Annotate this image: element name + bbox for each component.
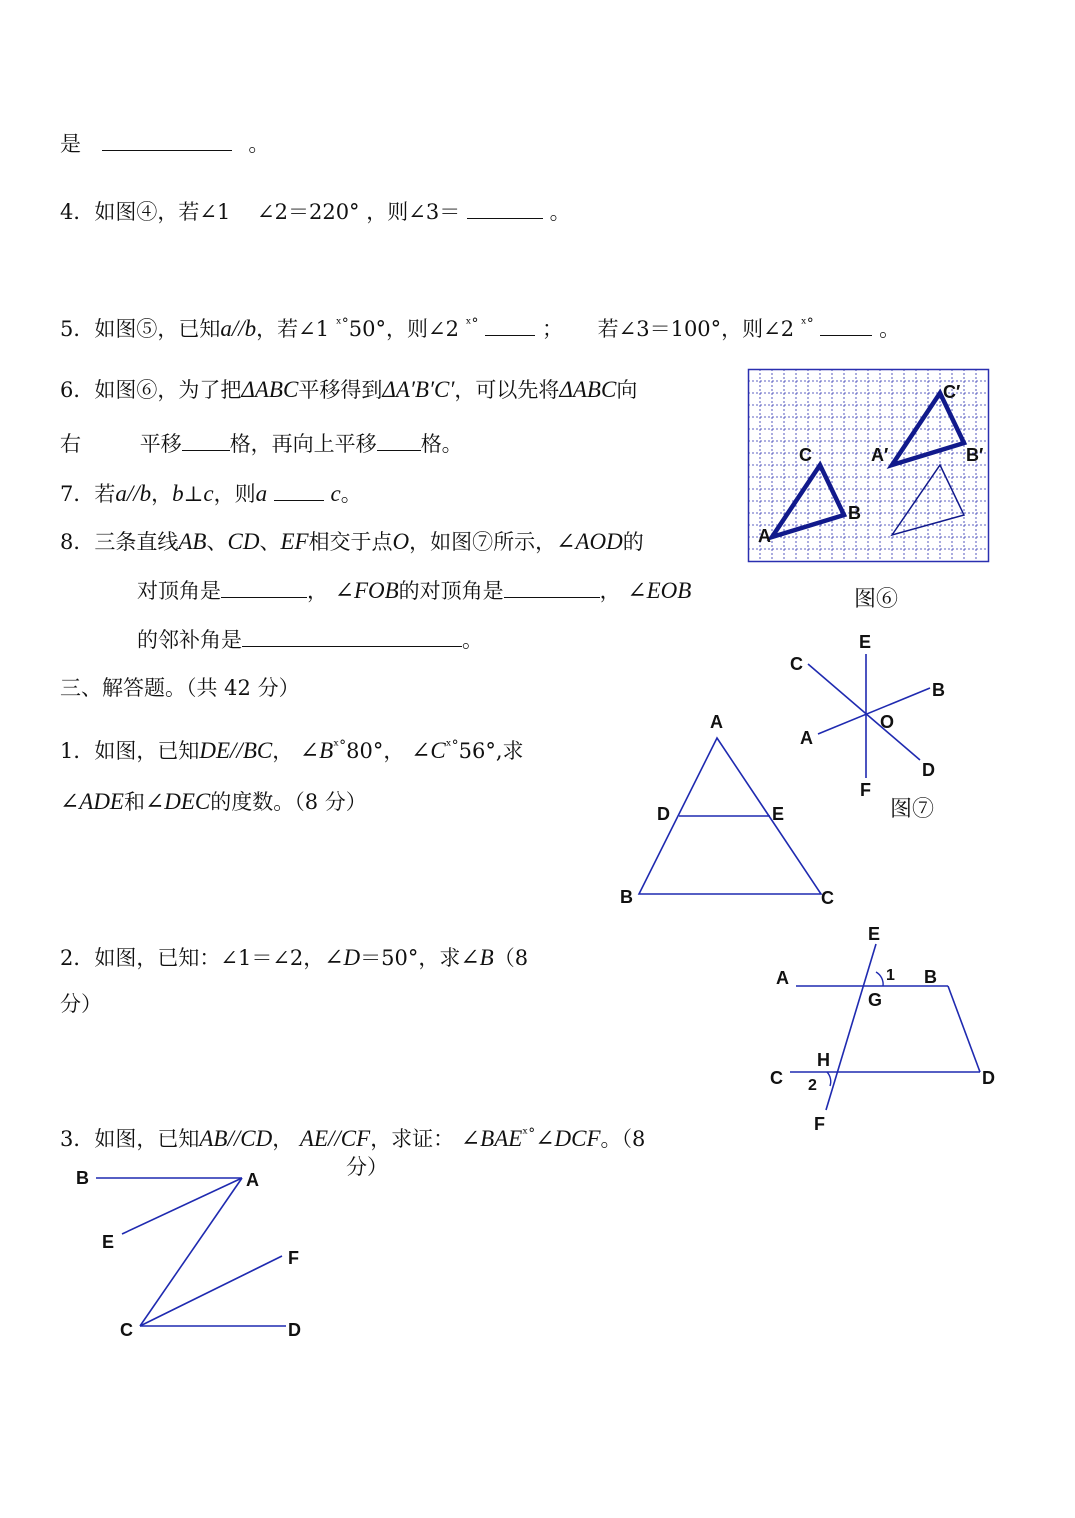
label-A: A	[800, 728, 813, 748]
problem-2: 2．如图，已知：∠1＝∠2，∠D＝50°，求∠B（8	[60, 945, 529, 970]
label-D: D	[922, 760, 935, 780]
label-C: C	[120, 1320, 133, 1340]
label-H: H	[817, 1050, 830, 1070]
problem-1-line-2: ∠ADE和∠DEC的度数。（8 分）	[60, 789, 367, 814]
label-F: F	[814, 1114, 825, 1134]
line-ef	[826, 944, 876, 1110]
label-2: 2	[808, 1077, 817, 1094]
label-E: E	[772, 804, 785, 824]
question-8: 8．三条直线AB、CD、EF相交于点O，如图⑦所示，∠AOD的	[60, 529, 644, 554]
figure-triangle-de-bc	[615, 708, 845, 908]
question-continuation: 是 。	[60, 132, 270, 156]
label-A: A	[710, 712, 723, 732]
answer-blank[interactable]	[274, 480, 324, 501]
problem-3-line-2: 分）	[346, 1155, 388, 1179]
question-8-line-3: 的邻补角是 。	[137, 628, 483, 652]
segment-ae	[122, 1178, 242, 1234]
label-E: E	[102, 1232, 115, 1252]
figure-6-caption: 图⑥	[854, 587, 899, 612]
question-8-line-2: 对顶角是 ， ∠FOB的对顶角是 ， ∠EOB	[137, 578, 692, 603]
label-B: B	[76, 1168, 89, 1188]
triangle-intermediate	[892, 465, 964, 535]
label-D: D	[982, 1068, 995, 1088]
label-F: F	[860, 780, 871, 800]
label-E: E	[859, 632, 872, 652]
label-B: B	[620, 887, 633, 907]
label-D: D	[657, 804, 670, 824]
label-D: D	[288, 1320, 301, 1340]
figure-trapezoid	[770, 920, 1010, 1140]
label-A: A	[776, 968, 789, 988]
segment-ac	[140, 1178, 242, 1326]
question-7: 7．若a//b，b⊥c，则a c。	[60, 481, 362, 506]
angle-1-arc	[876, 972, 883, 986]
problem-3: 3．如图，已知AB//CD， AE//CF，求证： $\angle BAE^{ˣ^\circ}\angle DCF$。（8	[60, 1126, 646, 1151]
label-1: 1	[886, 967, 895, 984]
segment-cf	[140, 1256, 282, 1326]
problem-2-line-2: 分）	[60, 992, 102, 1016]
answer-blank[interactable]	[182, 430, 230, 451]
label-C: C	[799, 445, 812, 465]
question-6: 6．如图⑥，为了把ΔABC平移得到ΔA′B′C′，可以先将ΔABC向	[60, 377, 638, 402]
segment-bd	[948, 986, 980, 1072]
answer-blank[interactable]	[221, 577, 307, 598]
answer-blank[interactable]	[504, 577, 600, 598]
figure-7-caption: 图⑦	[890, 797, 935, 822]
question-4: 4．如图④，若∠1 ∠2＝220° ，则∠3＝ 。	[60, 200, 571, 224]
label-C1: C′	[943, 382, 961, 402]
label-C: C	[770, 1068, 783, 1088]
label-B: B	[848, 503, 861, 523]
figure-z	[70, 1160, 330, 1360]
label-A1: A′	[871, 445, 889, 465]
answer-blank[interactable]	[820, 315, 872, 336]
answer-blank[interactable]	[242, 626, 462, 647]
answer-blank[interactable]	[377, 430, 421, 451]
angle-2-arc	[827, 1072, 831, 1086]
section-title: 三、解答题。（共 42 分）	[60, 676, 300, 700]
problem-1: 1．如图，已知DE//BC， $\angle B^{ˣ^\circ}80^\circ$， $\angle C^{ˣ^\circ}56^\circ$,求	[60, 738, 524, 763]
label-C: C	[790, 654, 803, 674]
figure-6-grid	[748, 369, 989, 562]
label-G: G	[868, 990, 883, 1010]
question-6-line-2: 右 平移 格，再向上平移 格。	[60, 432, 463, 456]
label-C: C	[821, 888, 834, 908]
label-A: A	[758, 526, 771, 546]
answer-blank[interactable]	[467, 198, 543, 219]
label-E: E	[868, 924, 881, 944]
label-B: B	[924, 967, 937, 987]
answer-blank[interactable]	[102, 130, 232, 151]
question-5: 5．如图⑤，已知a//b，若∠1 $^{ˣ^\circ}$50°，则∠2 $^{ˣ^\circ}$ ； 若∠3＝100°，则∠2 $^{ˣ^\circ}$ 。	[60, 316, 901, 341]
label-F: F	[288, 1248, 299, 1268]
label-O: O	[880, 712, 895, 732]
answer-blank[interactable]	[485, 315, 535, 336]
label-B: B	[932, 680, 945, 700]
label-A: A	[246, 1170, 259, 1190]
label-B1: B′	[966, 445, 984, 465]
